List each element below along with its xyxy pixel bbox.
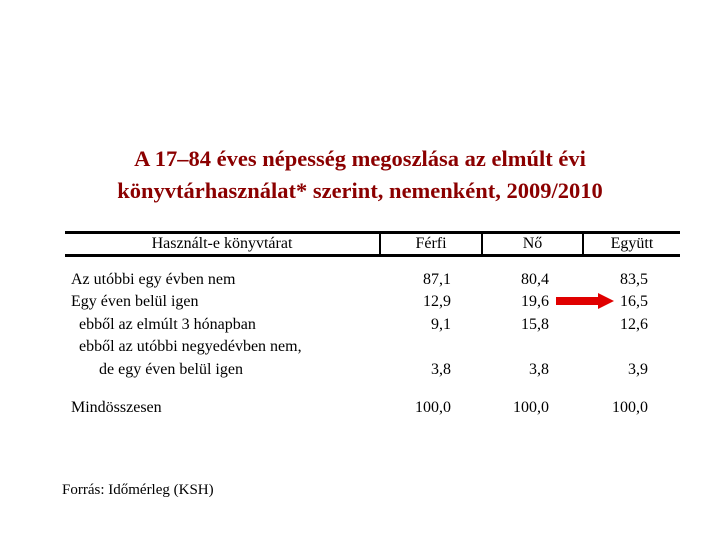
column-header-egyutt: Együtt — [610, 235, 654, 252]
page-title — [0, 143, 720, 207]
row-label: ebből az utóbbi negyedévben nem, — [79, 338, 302, 355]
highlight-arrow-icon — [556, 293, 616, 309]
column-header-category: Használt-e könyvtárat — [151, 235, 293, 252]
cell-ferfi: 9,1 — [431, 316, 451, 333]
row-label: Egy éven belül igen — [71, 293, 199, 310]
cell-no: 3,8 — [529, 361, 549, 378]
row-label: ebből az elmúlt 3 hónapban — [79, 316, 256, 333]
cell-no: 100,0 — [513, 399, 549, 416]
cell-egyutt: 16,5 — [620, 293, 648, 310]
column-header-ferfi: Férfi — [415, 235, 447, 252]
cell-ferfi: 87,1 — [423, 271, 451, 288]
cell-ferfi: 100,0 — [415, 399, 451, 416]
source-note: Forrás: Időmérleg (KSH) — [62, 482, 214, 498]
title-line-2: könyvtárhasználat* szerint, nemenként, 2009/2010 — [117, 178, 603, 203]
cell-no: 80,4 — [521, 271, 549, 288]
row-label: Mindösszesen — [71, 399, 162, 416]
arrow-head — [598, 293, 614, 309]
row-label: Az utóbbi egy évben nem — [71, 271, 236, 288]
title-line-1: A 17–84 éves népesség megoszlása az elmúlt évi — [134, 146, 586, 171]
cell-egyutt: 12,6 — [620, 316, 648, 333]
data-table — [65, 228, 680, 423]
cell-ferfi: 3,8 — [431, 361, 451, 378]
cell-ferfi: 12,9 — [423, 293, 451, 310]
cell-egyutt: 3,9 — [628, 361, 648, 378]
cell-no: 15,8 — [521, 316, 549, 333]
cell-no: 19,6 — [521, 293, 549, 310]
column-header-no: Nő — [522, 235, 543, 252]
row-label-continued: de egy éven belül igen — [99, 361, 243, 378]
cell-egyutt: 100,0 — [612, 399, 648, 416]
cell-egyutt: 83,5 — [620, 271, 648, 288]
arrow-shaft — [556, 297, 600, 305]
